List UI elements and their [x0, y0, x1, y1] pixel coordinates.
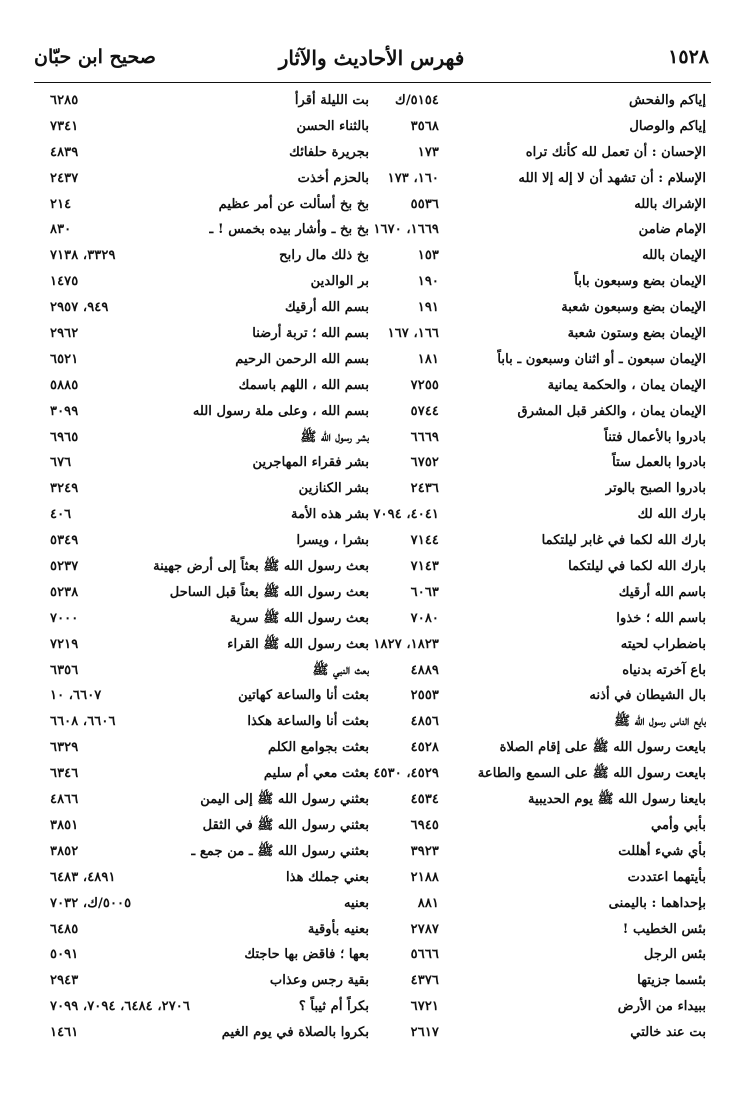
hadith-text: بارك الله لكما في ليلتكما	[568, 559, 706, 575]
hadith-text: بكراً أم ثيباً ؟	[298, 999, 369, 1015]
hadith-text: بعثت بجوامع الكلم	[268, 740, 369, 756]
hadith-text: بئسما جزيتها	[637, 973, 706, 989]
index-row	[0, 658, 751, 684]
hadith-ref: ١٩٠	[417, 274, 439, 290]
hadith-text: بعث النبي ﷺ	[312, 662, 369, 678]
hadith-text: بعنيه بأوقية	[307, 921, 369, 937]
hadith-text: بسم الله ، اللهم باسمك	[238, 377, 369, 393]
hadith-text: الإيمان بضع وسبعون شعبة	[561, 300, 706, 316]
hadith-ref: ٢١٨٨	[410, 869, 439, 885]
hadith-ref: ٦٧٦	[50, 455, 72, 471]
index-row	[0, 528, 751, 554]
index-row	[0, 942, 751, 968]
index-row	[0, 1020, 751, 1046]
hadith-ref: ٤٥٢٨	[410, 740, 439, 756]
hadith-text: بايع الناس رسول الله ﷺ	[614, 714, 706, 730]
index-row	[0, 373, 751, 399]
hadith-text: إياكم والفحش	[628, 93, 706, 108]
hadith-ref: ٦٩٦٥	[50, 429, 79, 445]
hadith-ref: ٥٣٤٩	[50, 533, 79, 549]
hadith-text: بايعت رسول الله ﷺ على إقام الصلاة	[499, 740, 706, 756]
hadith-ref: ٦٩٤٥	[410, 817, 439, 833]
hadith-text: بشر فقراء المهاجرين	[252, 455, 369, 471]
hadith-ref: ٧٣٤١	[50, 118, 79, 134]
hadith-ref: ١٤٧٥	[50, 274, 79, 290]
hadith-ref: ٤٣٧٦	[410, 973, 439, 989]
index-row	[0, 502, 751, 528]
hadith-text: الإيمان بالله	[642, 248, 706, 264]
index-row	[0, 399, 751, 425]
hadith-text: بأي شيء أهللت	[618, 843, 706, 859]
hadith-ref: ٧١٤٤	[410, 533, 439, 549]
hadith-ref: ٤٥٢٩، ٤٥٣٠	[373, 766, 439, 782]
hadith-ref: ٦٠٦٣	[410, 584, 439, 600]
index-row	[0, 994, 751, 1020]
hadith-text: بايعت رسول الله ﷺ على السمع والطاعة	[477, 766, 706, 782]
hadith-ref: ٦٦٠٦، ٦٦٠٨	[50, 714, 116, 730]
hadith-text: بشر هذه الأمة	[291, 507, 369, 523]
hadith-ref: ٥١٥٤/ك	[394, 93, 439, 108]
index-row	[0, 761, 751, 787]
hadith-ref: ٢٥٥٣	[410, 688, 439, 704]
hadith-text: الإحسان : أن تعمل لله كأنك تراه	[525, 144, 706, 160]
hadith-ref: ٨٣٠	[50, 222, 72, 238]
page-title: فهرس الأحاديث والآثار	[278, 46, 465, 70]
hadith-ref: ٣٨٥٢	[50, 843, 79, 859]
hadith-text: بعث رسول الله ﷺ بعثاً قبل الساحل	[169, 584, 369, 600]
hadith-ref: ٣٢٤٩	[50, 481, 79, 497]
hadith-text: باضطراب لحيته	[620, 636, 706, 652]
hadith-text: بادروا بالأعمال فتناً	[604, 429, 706, 445]
hadith-text: بسم الله ، وعلى ملة رسول الله	[192, 403, 369, 419]
hadith-text: بايعنا رسول الله ﷺ يوم الحديبية	[528, 792, 706, 808]
index-row	[0, 321, 751, 347]
hadith-ref: ٣٣٢٩، ٧١٣٨	[50, 248, 116, 264]
index-row	[0, 787, 751, 813]
hadith-text: بارك الله لك	[637, 507, 706, 523]
hadith-ref: ١٨١	[417, 351, 439, 367]
hadith-text: بشر رسول الله ﷺ	[300, 429, 369, 445]
hadith-ref: ٢٩٤٣	[50, 973, 79, 989]
hadith-ref: ٣٠٩٩	[50, 403, 79, 419]
index-row	[0, 114, 751, 140]
hadith-ref: ٣٥٦٨	[410, 118, 439, 134]
hadith-text: ببيداء من الأرض	[617, 999, 706, 1015]
hadith-text: بشر الكنازين	[298, 481, 369, 497]
index-row	[0, 632, 751, 658]
hadith-ref: ٤٨٦٦	[50, 792, 79, 808]
hadith-ref: ١٦٦٩، ١٦٧٠	[373, 222, 439, 238]
index-row	[0, 813, 751, 839]
hadith-text: بعث رسول الله ﷺ سرية	[229, 610, 369, 626]
header-rule	[34, 82, 711, 83]
hadith-ref: ٢٧٠٦، ٦٤٨٤، ٧٠٩٤، ٧٠٩٩	[50, 999, 190, 1015]
hadith-text: الإمام ضامن	[638, 222, 706, 238]
hadith-text: بت الليلة أقرأ	[294, 93, 369, 108]
index-row	[0, 295, 751, 321]
book-title: صحيح ابن حبّان	[34, 46, 156, 68]
hadith-text: بال الشيطان في أذنه	[589, 688, 706, 704]
hadith-ref: ٢٩٦٢	[50, 326, 79, 342]
hadith-text: بعثت أنا والساعة هكذا	[247, 714, 369, 730]
hadith-ref: ٥٨٨٥	[50, 377, 79, 393]
index-row	[0, 425, 751, 451]
hadith-text: الإيمان بضع وستون شعبة	[567, 326, 706, 342]
index-row	[0, 217, 751, 243]
hadith-text: بإحداهما : باليمنى	[608, 895, 706, 911]
hadith-ref: ٤٠٦	[50, 507, 72, 523]
hadith-ref: ٢٤٣٧	[50, 170, 79, 186]
hadith-text: بادروا بالعمل ستاً	[612, 455, 706, 471]
hadith-text: باسم الله أرقيك	[618, 584, 706, 600]
hadith-ref: ٦٢٨٥	[50, 93, 79, 108]
index-row	[0, 166, 751, 192]
hadith-text: إياكم والوصال	[629, 118, 706, 134]
hadith-ref: ٦٣٥٦	[50, 662, 79, 678]
hadith-ref: ٢٤٣٦	[410, 481, 439, 497]
hadith-ref: ٦٣٢٩	[50, 740, 79, 756]
hadith-text: بسم الله ؛ تربة أرضنا	[252, 326, 369, 342]
hadith-ref: ١٦٠، ١٧٣	[387, 170, 439, 186]
index-row	[0, 606, 751, 632]
hadith-text: بادروا الصبح بالوتر	[605, 481, 706, 497]
hadith-text: بارك الله لكما في غابر ليلتكما	[541, 533, 706, 549]
hadith-text: بعها ؛ فاقض بها حاجتك	[244, 947, 369, 963]
hadith-ref: ٥٠٠٥/ك، ٧٠٣٢	[50, 895, 132, 911]
hadith-ref: ١٤٦١	[50, 1025, 79, 1041]
hadith-ref: ٥٠٩١	[50, 947, 79, 963]
hadith-ref: ٥٦٦٦	[410, 947, 439, 963]
index-row	[0, 865, 751, 891]
hadith-text: بسم الله الرحمن الرحيم	[235, 351, 369, 367]
hadith-text: بقية رجس وعذاب	[269, 973, 369, 989]
hadith-ref: ١٥٣	[417, 248, 439, 264]
hadith-ref: ٥٧٤٤	[410, 403, 439, 419]
hadith-text: الإيمان يمان ، والكفر قبل المشرق	[517, 403, 706, 419]
hadith-ref: ٤٠٤١، ٧٠٩٤	[373, 507, 439, 523]
hadith-text: بئس الرجل	[643, 947, 706, 963]
hadith-text: باسم الله ؛ خذوا	[616, 610, 706, 626]
hadith-ref: ٢٦١٧	[410, 1025, 439, 1041]
page-number: ١٥٢٨	[668, 46, 709, 68]
hadith-text: بت عند خالتي	[630, 1025, 706, 1041]
hadith-ref: ٧٠٨٠	[410, 610, 439, 626]
hadith-ref: ٥٥٣٦	[410, 196, 439, 212]
hadith-ref: ٣٨٥١	[50, 817, 79, 833]
hadith-text: بجريرة حلفائك	[289, 144, 369, 160]
hadith-text: بشرا ، ويسرا	[296, 533, 369, 549]
hadith-ref: ٦٥٢١	[50, 351, 79, 367]
hadith-ref: ٨٨١	[417, 895, 439, 911]
hadith-ref: ٤٨٨٩	[410, 662, 439, 678]
index-row	[0, 683, 751, 709]
index-entries	[0, 88, 751, 1046]
hadith-text: بخ بخ ـ وأشار بيده بخمس ! ـ	[209, 222, 369, 238]
hadith-text: بئس الخطيب !	[622, 921, 706, 937]
hadith-text: باع آخرته بدنياه	[622, 662, 706, 678]
page-header	[34, 38, 709, 78]
index-row	[0, 450, 751, 476]
hadith-text: بعث رسول الله ﷺ بعثاً إلى أرض جهينة	[153, 559, 369, 575]
hadith-text: بعثني رسول الله ﷺ ـ من جمع ـ	[191, 843, 369, 859]
index-row	[0, 140, 751, 166]
index-row	[0, 735, 751, 761]
hadith-ref: ١٧٣	[417, 144, 439, 160]
index-row	[0, 968, 751, 994]
hadith-text: بر الوالدين	[310, 274, 369, 290]
hadith-text: بعثني رسول الله ﷺ في الثقل	[202, 817, 369, 833]
index-row	[0, 917, 751, 943]
hadith-ref: ٤٨٥٦	[410, 714, 439, 730]
index-row	[0, 839, 751, 865]
hadith-text: بأبي وأمي	[650, 817, 706, 833]
hadith-text: بعثت أنا والساعة كهاتين	[238, 688, 369, 704]
hadith-ref: ١٩١	[417, 300, 439, 316]
hadith-text: بخ بخ أسألت عن أمر عظيم	[218, 196, 369, 212]
hadith-ref: ٤٥٣٤	[410, 792, 439, 808]
hadith-text: بالحزم أخذت	[297, 170, 369, 186]
hadith-text: بأيتهما اعتددت	[627, 869, 706, 885]
hadith-ref: ٦٦٠٧، ١٠	[50, 688, 102, 704]
hadith-ref: ٦٦٦٩	[410, 429, 439, 445]
index-row	[0, 554, 751, 580]
hadith-ref: ٦٧٥٢	[410, 455, 439, 471]
hadith-ref: ٤٨٩١، ٦٤٨٣	[50, 869, 116, 885]
hadith-text: بعنيه	[343, 895, 369, 911]
index-row	[0, 192, 751, 218]
hadith-ref: ١٨٢٣، ١٨٢٧	[373, 636, 439, 652]
hadith-text: بالثناء الحسن	[296, 118, 369, 134]
index-row	[0, 476, 751, 502]
index-row	[0, 88, 751, 114]
hadith-ref: ٢٧٨٧	[410, 921, 439, 937]
hadith-text: بخ ذلك مال رابح	[279, 248, 369, 264]
index-row	[0, 243, 751, 269]
hadith-ref: ٧٠٠٠	[50, 610, 79, 626]
index-row	[0, 709, 751, 735]
index-row	[0, 269, 751, 295]
hadith-ref: ٦٣٤٦	[50, 766, 79, 782]
index-row	[0, 891, 751, 917]
hadith-ref: ١٦٦، ١٦٧	[387, 326, 439, 342]
hadith-text: الإيمان بضع وسبعون باباً	[574, 274, 706, 290]
hadith-text: بكروا بالصلاة في يوم الغيم	[221, 1025, 369, 1041]
hadith-ref: ٤٨٣٩	[50, 144, 79, 160]
hadith-ref: ٣٩٢٣	[410, 843, 439, 859]
hadith-text: الإسلام : أن تشهد أن لا إله إلا الله	[518, 170, 706, 186]
hadith-text: بعني جملك هذا	[286, 869, 369, 885]
hadith-ref: ٥٢٣٨	[50, 584, 79, 600]
hadith-text: الإيمان سبعون ـ أو اثنان وسبعون ـ باباً	[497, 351, 706, 367]
hadith-ref: ٧٢٥٥	[410, 377, 439, 393]
hadith-text: بعثني رسول الله ﷺ إلى اليمن	[200, 792, 369, 808]
hadith-text: بعث رسول الله ﷺ القراء	[227, 636, 369, 652]
hadith-ref: ٧١٤٣	[410, 559, 439, 575]
hadith-ref: ٧٢١٩	[50, 636, 79, 652]
index-row	[0, 347, 751, 373]
hadith-ref: ٩٤٩، ٢٩٥٧	[50, 300, 109, 316]
hadith-text: بعثت معي أم سليم	[263, 766, 369, 782]
hadith-ref: ٦٧٢١	[410, 999, 439, 1015]
hadith-ref: ٦٤٨٥	[50, 921, 79, 937]
hadith-text: الإشراك بالله	[634, 196, 706, 212]
index-row	[0, 580, 751, 606]
hadith-ref: ٥٢٣٧	[50, 559, 79, 575]
hadith-text: الإيمان يمان ، والحكمة يمانية	[547, 377, 706, 393]
hadith-text: بسم الله أرقيك	[285, 300, 369, 316]
hadith-ref: ٢١٤	[50, 196, 72, 212]
